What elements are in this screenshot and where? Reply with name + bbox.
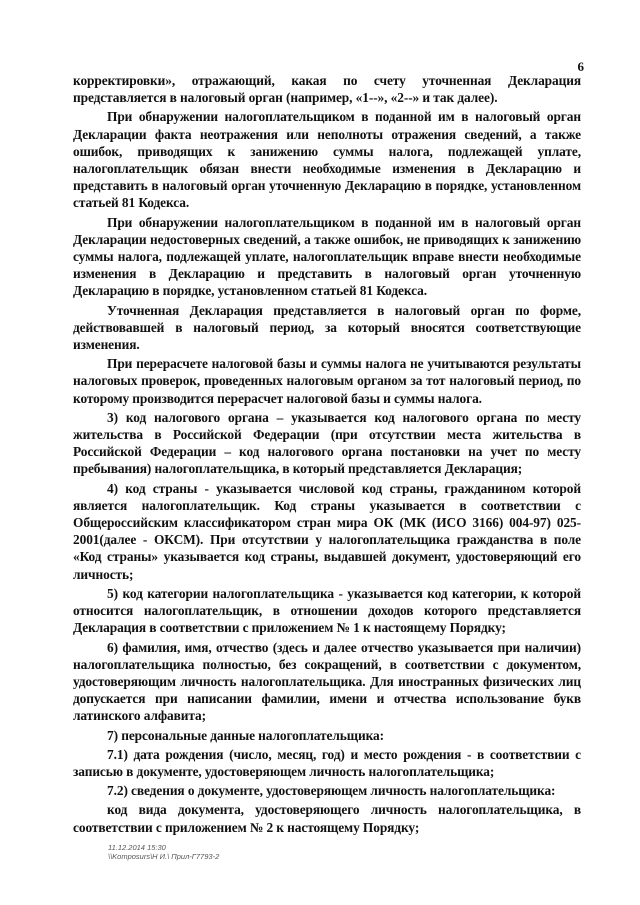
paragraph-recalculation: При перерасчете налоговой базы и суммы налога не учитываются результаты налоговых проверок, проведенных налоговым органом за тот налоговый период, по которому производится перерасчет налоговой базы и суммы налога. <box>73 356 581 406</box>
paragraph-error-correction-right: При обнаружении налогоплательщиком в поданной им в налоговый орган Декларации недостоверных сведений, а также ошибок, не приводящих к занижению суммы налога, подлежащей уплате, налогоплательщик вправе внести необходимые изменения в Декларацию и представить в налоговый орган уточненную Декларацию в порядке, установленном статьей 81 Кодекса. <box>73 214 581 299</box>
paragraph-item-3-tax-authority-code: 3) код налогового органа – указывается код налогового органа по месту жительства в Российской Федерации (при отсутствии места жительства в Российской Федерации – код налогового органа постановки на учет по месту пребывания) налогоплательщика, в который представляется Декларация; <box>73 409 581 477</box>
paragraph-continuation: корректировки», отражающий, какая по счету уточненная Декларация представляется в налоговый орган (например, «1--», «2--» и так далее). <box>73 73 581 106</box>
file-stamp-footer <box>108 843 219 861</box>
paragraph-amended-form: Уточненная Декларация представляется в налоговый орган по форме, действовавшей в налоговый период, за который вносятся соответствующие изменения. <box>73 302 581 353</box>
paragraph-document-type-code: код вида документа, удостоверяющего личность налогоплательщика, в соответствии с приложением № 2 к настоящему Порядку; <box>73 802 581 835</box>
paragraph-item-6-full-name: 6) фамилия, имя, отчество (здесь и далее отчество указывается при наличии) налогоплательщика полностью, без сокращений, в соответствии с документом, удостоверяющим личность налогоплательщика. Для иностранных физических лиц допускается при написании фамилии, имени и отчества использование букв латинского алфавита; <box>73 639 581 724</box>
footer-file-path: \\Komposurs\Н И.\ Прил-Г7793-2 <box>108 852 220 861</box>
paragraph-item-7-personal-data: 7) персональные данные налогоплательщика: <box>107 727 384 743</box>
page-number: 6 <box>577 59 584 74</box>
footer-timestamp: 11.12.2014 15:30 <box>108 843 166 852</box>
paragraph-item-5-taxpayer-category: 5) код категории налогоплательщика - указывается код категории, к которой относится налогоплательщик, в отношении доходов которого представляется Декларация в соответствии с приложением № 1 к настоящему Порядку; <box>73 585 581 636</box>
document-body <box>73 72 581 838</box>
paragraph-item-7-2-id-document: 7.2) сведения о документе, удостоверяющем личность налогоплательщика: <box>107 783 556 799</box>
paragraph-error-correction-obligation: При обнаружении налогоплательщиком в поданной им в налоговый орган Декларации факта неотражения или неполноты отражения сведений, а также ошибок, приводящих к занижению суммы налога, подлежащей уплате, налогоплательщик обязан внести необходимые изменения в Декларацию и представить в налоговый орган уточненную Декларацию в порядке, установленном статьей 81 Кодекса. <box>73 109 581 211</box>
paragraph-item-4-country-code: 4) код страны - указывается числовой код страны, гражданином которой является налогоплательщик. Код страны указывается в соответствии с Общероссийским классификатором стран мира ОК (МК (ИСО 3166) 004-97) 025-2001(далее - ОКСМ). При отсутствии у налогоплательщика гражданства в поле «Код страны» указывается код страны, выдавшей документ, удостоверяющий его личность; <box>73 480 581 582</box>
paragraph-item-7-1-birth: 7.1) дата рождения (число, месяц, год) и место рождения - в соответствии с записью в документе, удостоверяющем личность налогоплательщика; <box>73 746 581 779</box>
